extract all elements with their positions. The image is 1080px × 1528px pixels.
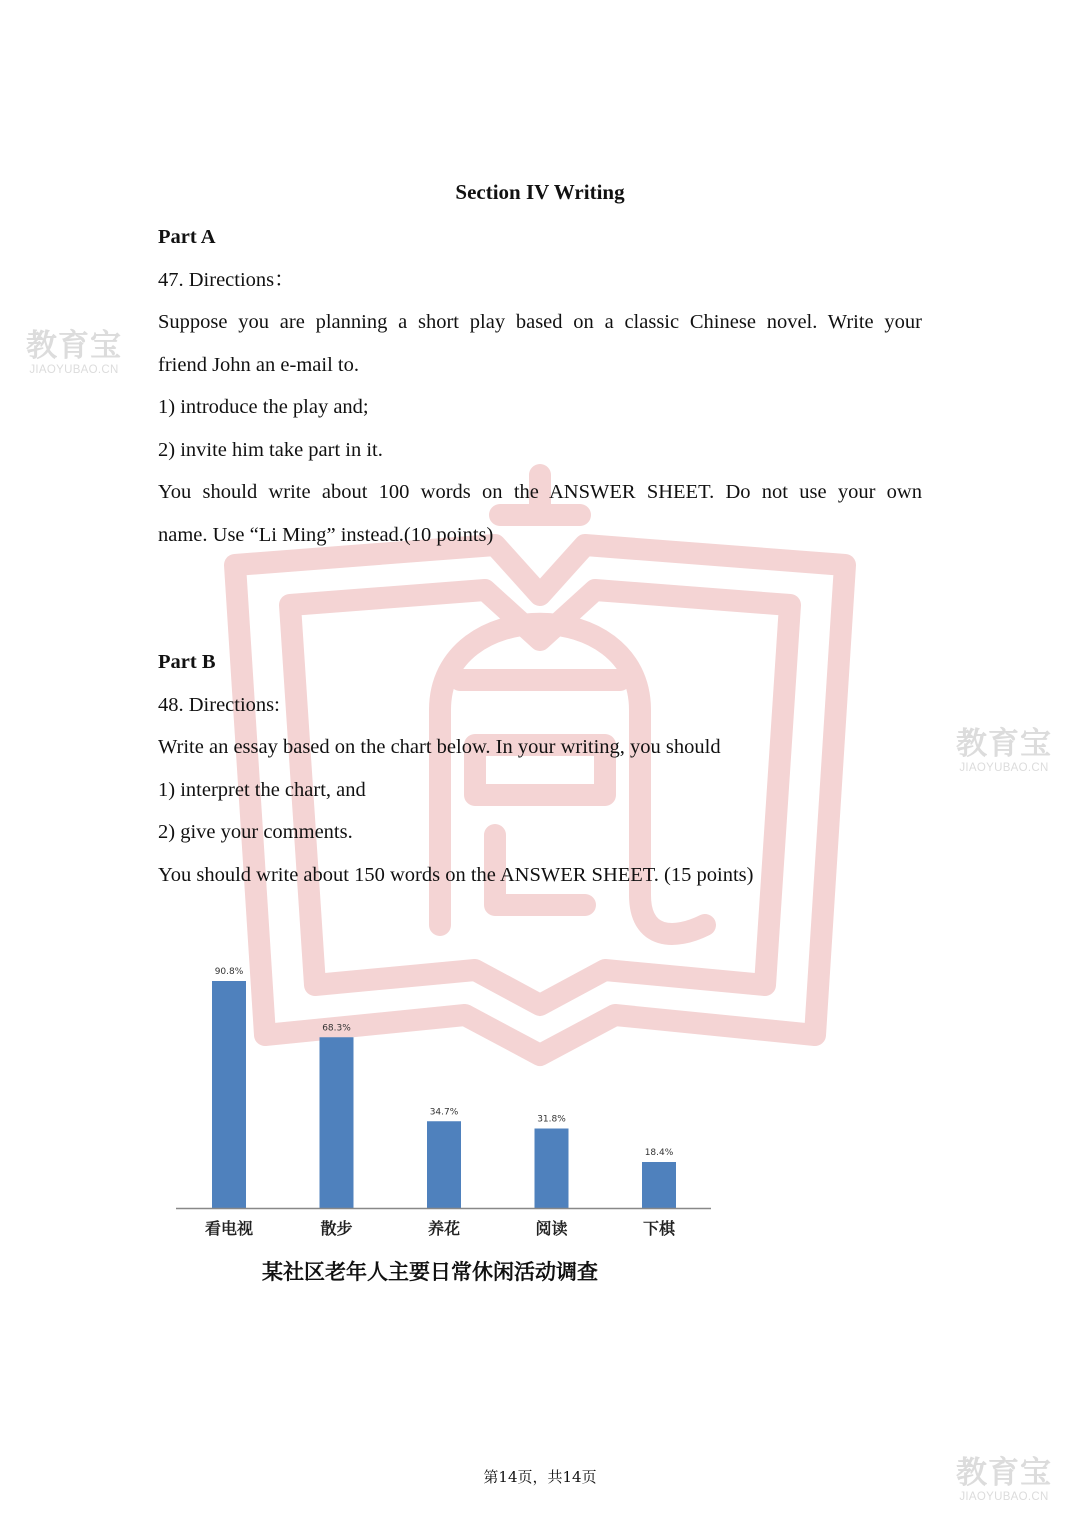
chart-bar (535, 1129, 569, 1209)
chart-bar (427, 1121, 461, 1208)
category-label: 散步 (320, 1219, 353, 1238)
part-b-line: 1) interpret the chart, and (158, 778, 366, 801)
part-a-line: Suppose you are planning a short play based on a classic Chinese novel. Write your (158, 311, 922, 333)
part-a-heading: Part A (158, 226, 216, 248)
part-b-line: You should write about 150 words on the ANSWER SHEET. (15 points) (158, 863, 754, 886)
question-47-number: 47. Directions： (158, 268, 295, 291)
question-content (158, 216, 922, 896)
part-a-line: name. Use “Li Ming” instead.(10 points) (158, 523, 494, 546)
part-b-line: Write an essay based on the chart below. In your writing, you should (158, 736, 721, 758)
page-footer: 第14页，共14页 (483, 1468, 597, 1486)
part-b-line: 2) give your comments. (158, 821, 353, 843)
chart-bar (320, 1037, 354, 1208)
part-a-line: 2) invite him take part in it. (158, 438, 383, 461)
part-a-line: You should write about 100 words on the ANSWER SHEET. Do not use your own (158, 481, 922, 503)
bar-value-label: 34.7% (429, 1107, 459, 1118)
watermark-logo: 教育宝 JIAOYUBAO.CN (956, 1455, 1052, 1503)
chart-bar (212, 981, 246, 1208)
bar-value-label: 31.8% (537, 1114, 566, 1125)
part-a-line: friend John an e-mail to. (158, 353, 359, 376)
bar-value-label: 68.3% (322, 1023, 351, 1034)
bar-chart (160, 945, 716, 1295)
part-a-line: 1) introduce the play and; (158, 396, 369, 418)
section-title: Section IV Writing (455, 180, 625, 204)
chart-title: 某社区老年人主要日常休闲活动调查 (262, 1259, 598, 1284)
category-label: 阅读 (535, 1219, 568, 1238)
part-b-heading: Part B (158, 651, 216, 673)
watermark-logo: 教育宝 JIAOYUBAO.CN (956, 726, 1052, 774)
question-48-number: 48. Directions: (158, 693, 280, 716)
category-label: 养花 (427, 1219, 461, 1238)
category-label: 看电视 (204, 1219, 254, 1238)
bar-value-label: 18.4% (644, 1148, 674, 1158)
chart-bar (642, 1162, 676, 1208)
category-label: 下棋 (642, 1219, 676, 1238)
watermark-logo: 教育宝 JIAOYUBAO.CN (26, 328, 122, 376)
bar-value-label: 90.8% (214, 967, 244, 977)
